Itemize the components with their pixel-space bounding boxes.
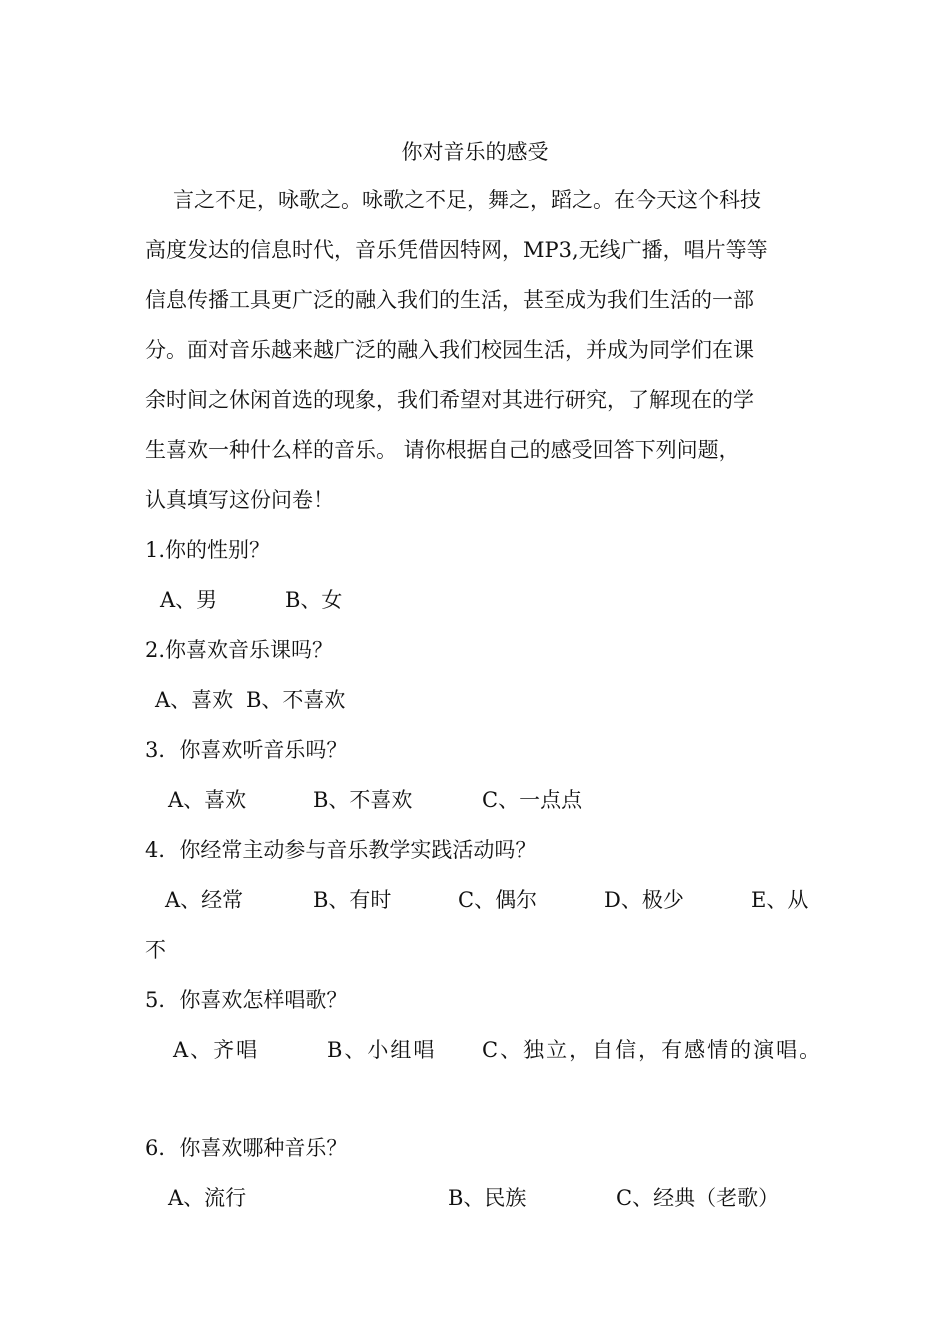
q4-option-a: A、经常 — [165, 888, 244, 912]
intro-line-7: 认真填写这份问卷！ — [145, 488, 334, 512]
q2-option-b: B、不喜欢 — [246, 688, 346, 712]
question-6: 6．你喜欢哪种音乐？ — [145, 1136, 348, 1160]
q6-option-a: A、流行 — [168, 1186, 247, 1210]
intro-line-3: 信息传播工具更广泛的融入我们的生活，甚至成为我们生活的一部 — [145, 288, 754, 312]
intro-line-4: 分。面对音乐越来越广泛的融入我们校园生活，并成为同学们在课 — [145, 338, 754, 362]
question-5: 5．你喜欢怎样唱歌？ — [145, 988, 348, 1012]
q4-option-e-wrap: 不 — [145, 938, 166, 962]
question-4: 4．你经常主动参与音乐教学实践活动吗？ — [145, 838, 537, 862]
intro-line-1: 言之不足，咏歌之。咏歌之不足，舞之，蹈之。在今天这个科技 — [173, 188, 761, 212]
q3-option-a: A、喜欢 — [168, 788, 247, 812]
intro-line-2: 高度发达的信息时代，音乐凭借因特网，MP3,无线广播，唱片等等 — [145, 238, 768, 262]
q5-option-b: B、小组唱 — [327, 1038, 437, 1062]
intro-line-6: 生喜欢一种什么样的音乐。 请你根据自己的感受回答下列问题， — [145, 438, 740, 462]
q2-option-a: A、喜欢 — [155, 688, 234, 712]
q4-option-d: D、极少 — [604, 888, 684, 912]
q6-option-b: B、民族 — [448, 1186, 527, 1210]
q3-option-b: B、不喜欢 — [313, 788, 413, 812]
q5-option-a: A、齐唱 — [173, 1038, 260, 1062]
q1-option-a: A、男 — [160, 588, 218, 612]
q4-option-b: B、有时 — [313, 888, 392, 912]
q4-option-e: E、从 — [751, 888, 809, 912]
question-2: 2.你喜欢音乐课吗？ — [145, 638, 334, 662]
question-1: 1.你的性别？ — [145, 538, 271, 562]
intro-line-5: 余时间之休闲首选的现象，我们希望对其进行研究，了解现在的学 — [145, 388, 754, 412]
q3-option-c: C、一点点 — [482, 788, 583, 812]
q1-option-b: B、女 — [285, 588, 343, 612]
q5-option-c: C、独立，自信，有感情的演唱。 — [482, 1038, 823, 1062]
page-title: 你对音乐的感受 — [401, 140, 549, 164]
question-3: 3．你喜欢听音乐吗？ — [145, 738, 348, 762]
q6-option-c: C、经典（老歌） — [616, 1186, 780, 1210]
q4-option-c: C、偶尔 — [458, 888, 538, 912]
